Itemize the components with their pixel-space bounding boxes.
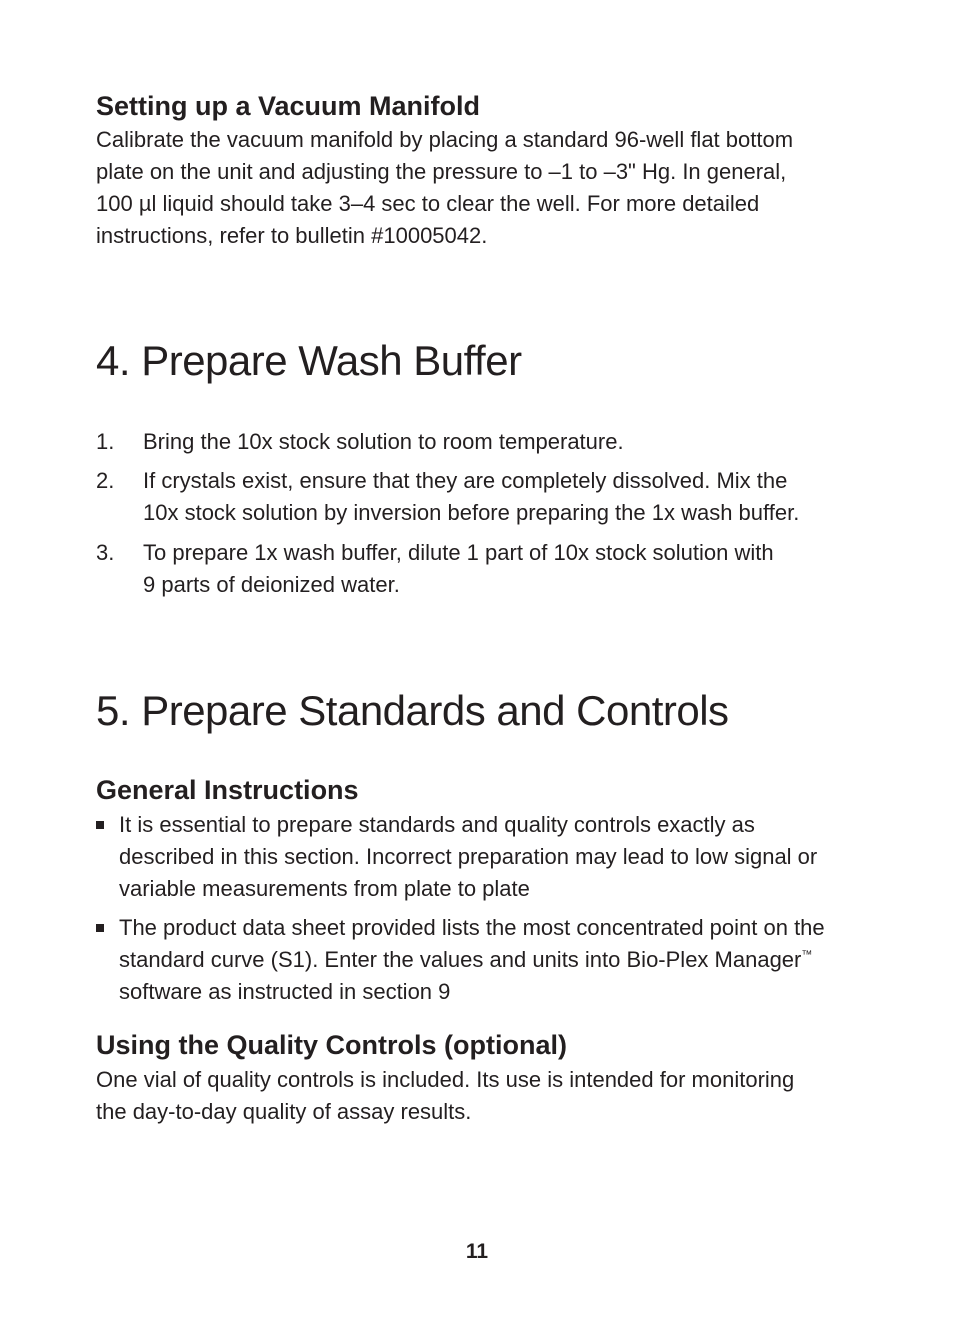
step-number: 1. bbox=[96, 429, 115, 454]
vacuum-manifold-heading: Setting up a Vacuum Manifold bbox=[96, 91, 481, 121]
trademark-symbol: ™ bbox=[801, 949, 813, 961]
bullet-text bbox=[119, 912, 869, 1008]
bullet-square-icon bbox=[96, 924, 104, 932]
step-line: If crystals exist, ensure that they are completely dissolved. Mix the bbox=[143, 468, 788, 493]
paragraph-line: the day-to-day quality of assay results. bbox=[96, 1099, 472, 1124]
step-line: 9 parts of deionized water. bbox=[143, 572, 400, 597]
bullet-line: described in this section. Incorrect preparation may lead to low signal or bbox=[119, 844, 818, 869]
bullet-line: software as instructed in section 9 bbox=[119, 979, 451, 1004]
bullet-square-icon bbox=[96, 821, 104, 829]
step-text bbox=[143, 426, 863, 458]
wash-buffer-section-title: 4. Prepare Wash Buffer bbox=[96, 337, 522, 384]
step-line: 10x stock solution by inversion before preparing the 1x wash buffer. bbox=[143, 500, 800, 525]
quality-controls-paragraph bbox=[96, 1064, 866, 1128]
bullet-line: variable measurements from plate to plate bbox=[119, 876, 530, 901]
standards-section-title: 5. Prepare Standards and Controls bbox=[96, 687, 729, 734]
page-number: 11 bbox=[465, 1240, 489, 1263]
step-number: 3. bbox=[96, 540, 115, 565]
paragraph-line: instructions, refer to bulletin #10005042. bbox=[96, 223, 488, 248]
bullet-line: It is essential to prepare standards and quality controls exactly as bbox=[119, 812, 755, 837]
step-line: To prepare 1x wash buffer, dilute 1 part of 10x stock solution with bbox=[143, 540, 774, 565]
paragraph-line: 100 µl liquid should take 3–4 sec to clear the well. For more detailed bbox=[96, 191, 760, 216]
bullet-line-text: standard curve (S1). Enter the values and units into Bio-Plex Manager bbox=[119, 947, 802, 972]
vacuum-manifold-paragraph bbox=[96, 124, 866, 252]
bullet-line: The product data sheet provided lists the most concentrated point on the bbox=[119, 915, 825, 940]
step-number: 2. bbox=[96, 468, 115, 493]
step-text bbox=[143, 465, 863, 529]
bullet-line bbox=[119, 944, 869, 976]
paragraph-line: Calibrate the vacuum manifold by placing a standard 96-well flat bottom bbox=[96, 127, 794, 152]
paragraph-line: One vial of quality controls is included. Its use is intended for monitoring bbox=[96, 1067, 795, 1092]
step-text bbox=[143, 537, 863, 601]
step-line: Bring the 10x stock solution to room temperature. bbox=[143, 429, 624, 454]
general-instructions-heading: General Instructions bbox=[96, 775, 359, 805]
paragraph-line: plate on the unit and adjusting the pressure to –1 to –3" Hg. In general, bbox=[96, 159, 787, 184]
bullet-text bbox=[119, 809, 869, 905]
quality-controls-heading: Using the Quality Controls (optional) bbox=[96, 1030, 567, 1060]
